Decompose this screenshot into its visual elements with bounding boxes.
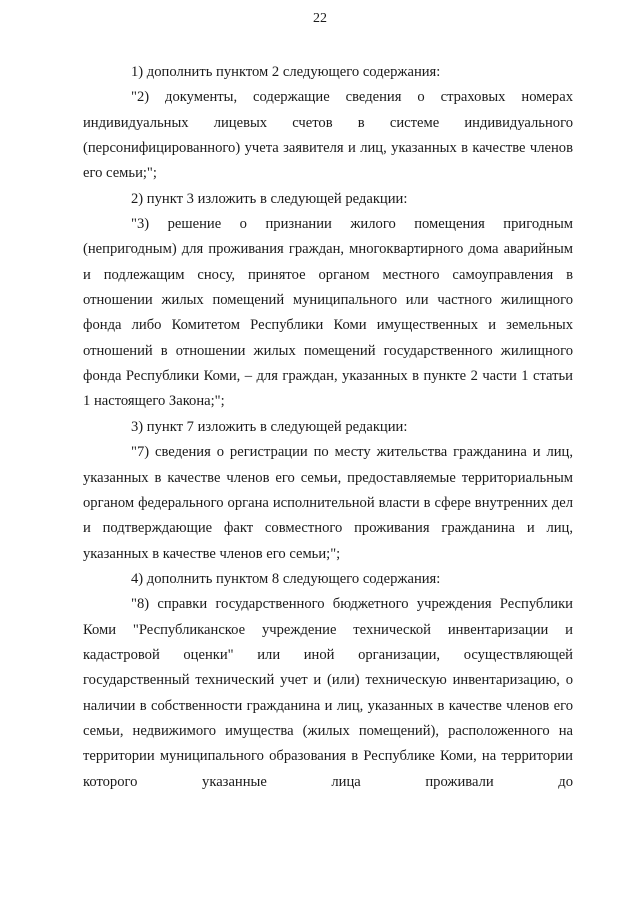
paragraph-item-1: 1) дополнить пунктом 2 следующего содержания:	[131, 64, 441, 80]
paragraph-item-7: 4) дополнить пунктом 8 следующего содержания:	[131, 570, 441, 587]
page-number: 22	[313, 11, 327, 26]
paragraph-item-4: "3) решение о признании жилого помещения пригодным (непригодным) для проживания граждан, многоквартирного дома аварийным и подлежащим сносу, принятое органом местного самоуправления в отношении жилых помещений муниципального или частного жилищного фонда либо Комитетом Республики Коми имущественных и земельных отношений в отношении жилых помещений государственного жилищного фонда Республики Коми, – для граждан, указанных в пункте 2 части 1 статьи 1 настоящего Закона;";	[83, 216, 573, 410]
paragraph-item-3: 2) пункт 3 изложить в следующей редакции:	[131, 190, 408, 207]
paragraph-item-6: "7) сведения о регистрации по месту жительства гражданина и лиц, указанных в качестве членов его семьи, предоставляемые территориальным органом федерального органа исполнительной власти в сфере внутренних дел и подтверждающие факт совместного проживания гражданина и лиц, указанных в качестве членов его семьи;";	[83, 444, 573, 562]
paragraph-item-5: 3) пункт 7 изложить в следующей редакции:	[131, 418, 408, 435]
paragraph-item-8: "8) справки государственного бюджетного учреждения Республики Коми "Республиканское учреждение технической инвентаризации и кадастровой оценки" или иной организации, осуществляющей государственный технический учет и (или) техническую инвентаризацию, о наличии в собственности гражданина и лиц, указанных в качестве членов его семьи, недвижимого имущества (жилых помещений), расположенного на территории муниципального образования в Республике Коми, на территории которого указанные лица проживали до	[83, 596, 573, 790]
document-body	[83, 60, 573, 795]
paragraph-item-2: "2) документы, содержащие сведения о страховых номерах индивидуальных лицевых счетов в системе индивидуального (персонифицированного) учета заявителя и лиц, указанных в качестве членов его семьи;";	[83, 89, 573, 182]
